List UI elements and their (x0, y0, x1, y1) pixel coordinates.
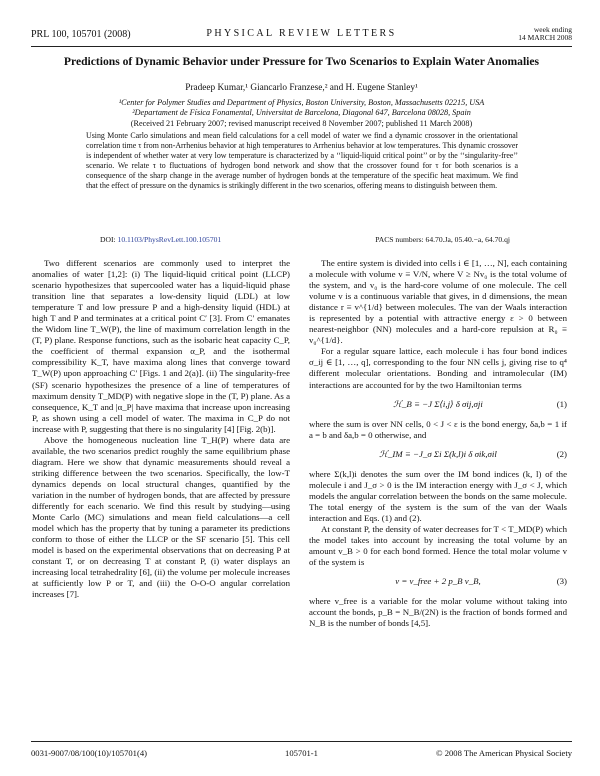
left-column (32, 258, 290, 600)
equation-2 (309, 444, 567, 466)
running-header (31, 26, 572, 42)
paragraph-nucleation: Above the homogeneous nucleation line T_H(P) where data are available, the two scenarios predict roughly the same equilibrium phase diagram. Here we show that dynamic measurements should reveal a striking difference between the two scenarios. Specifically, the low-T dynamics depends on local structural changes, quantified by the variation in the number of hydrogen bonds, that are affected by pressure differently for each scenario. We find this result by studying—using Monte Carlo (MC) simulations and mean field calculations—a cell model which has the property that by tuning a parameter its predictions conform to those of either the LLCP or the SF scenario [5]. This cell model is based on the experimental observations that on decreasing P at constant T, or on decreasing T at constant P, (i) water displays an increasing local tetrahedrality [6], (ii) the volume per molecule increases at sufficiently low P or T, and (iii) the O-O-O angular correlation increases [7]. (32, 434, 290, 600)
footer-copyright: © 2008 The American Physical Society (436, 748, 572, 758)
equation-1 (309, 394, 567, 416)
footer-rule (31, 741, 572, 742)
doi-label-group (100, 235, 221, 244)
right-column (309, 258, 567, 629)
doi-link[interactable]: 10.1103/PhysRevLett.100.105701 (117, 235, 222, 244)
page-footer (31, 748, 572, 760)
author-list: Pradeep Kumar,¹ Giancarlo Franzese,² and H. Eugene Stanley¹ (185, 83, 418, 93)
paragraph-vfree: where v_free is a variable for the molar volume without taking into account the bonds, p_B = N_B/(2N) is the fraction of bonds formed and N_B is the number of bonds [4,5]. (309, 596, 567, 629)
affiliation-1: ¹Center for Polymer Studies and Department of Physics, Boston University, Boston, Massachusetts 02215, USA (118, 98, 485, 107)
journal-name: PHYSICAL REVIEW LETTERS (206, 28, 397, 39)
paragraph-density: At constant P, the density of water decreases for T < T_MD(P) which the model takes into account by increasing the total volume by an amount v_B > 0 for each bond formed. Hence the total molar volume v of the system is (309, 523, 567, 568)
paragraph-cells: The entire system is divided into cells i ∈ [1, …, N], each containing a molecule with volume v ≡ V/N, where V ≥ Nv₀ is the total volume of the system, and v₀ is the hard-core volume of one molecule. The cell volume v is a continuous variable that gives, in d dimensions, the mean distance r ≡ v^{1/d} between molecules. The van der Waals interaction is represented by a potential with attractive energy ε > 0 between nearest-neighbor (NN) molecules and a hard-core repulsion at R₀ ≡ v₀^{1/d}. (309, 258, 567, 346)
issue-date (518, 26, 572, 42)
equation-3-number: (3) (556, 576, 567, 587)
affiliation-2: ²Departament de Física Fonamental, Universitat de Barcelona, Diagonal 647, Barcelona 08028, Spain (132, 108, 471, 117)
abstract: Using Monte Carlo simulations and mean field calculations for a cell model of water we find a dynamic crossover in the orientational correlation time τ from non-Arrhenius behavior at high temperatures to Arrhenius behavior at low temperatures. This dynamic crossover is independent of whether water at very low temperature is characterized by a ‘‘liquid-liquid critical point’’ or by the ‘‘singularity-free’’ scenario. We relate τ to fluctuations of hydrogen bond network and show that the crossover found for τ for both scenarios is a consequence of the sharp change in the average number of hydrogen bonds at the temperature of the specific heat maximum. We find that the effect of pressure on the dynamics is strikingly different in the two scenarios, offering means to distinguish between them. (86, 131, 518, 190)
journal-citation: PRL 100, 105701 (2008) (31, 29, 131, 40)
pacs-numbers: PACS numbers: 64.70.Ja, 05.40.−a, 64.70.qj (375, 235, 510, 244)
equation-2-body: ℋ_IM ≡ −J_σ Σi Σ(k,l)i δ σik,σil (379, 448, 497, 459)
paragraph-im-sum: where Σ(k,l)i denotes the sum over the IM bond indices (k, l) of the molecule i and J_σ > 0 is the IM interaction energy with J_σ < J, which models the angular correlation between the bonds on the same molecule. The total energy of the system is the sum of the van der Waals interaction and Eqs. (1) and (2). (309, 468, 567, 523)
header-rule (31, 46, 572, 47)
equation-3 (309, 571, 567, 593)
footer-page-number: 105701-1 (285, 748, 318, 758)
footer-issn: 0031-9007/08/100(10)/105701(4) (31, 748, 148, 758)
received-dates: (Received 21 February 2007; revised manuscript received 8 November 2007; published 11 March 2008) (130, 119, 473, 128)
equation-1-body: ℋ_B ≡ −J Σ⟨i,j⟩ δ σij,σji (393, 398, 483, 409)
paragraph-bond-sum: where the sum is over NN cells, 0 < J < ε is the bond energy, δa,b = 1 if a = b and δa,b = 0 otherwise, and (309, 418, 567, 440)
doi-label: DOI: (100, 235, 116, 244)
week-ending-label: week ending (533, 25, 572, 34)
paragraph-lattice: For a regular square lattice, each molecule i has four bond indices σ_ij ∈ [1, …, q], corresponding to the four NN cells j, giving rise to q⁴ different molecular orientations. Bonding and intramolecular (IM) interactions are accounted for by the two Hamiltonian terms (309, 346, 567, 390)
paragraph-intro: Two different scenarios are commonly used to interpret the anomalies of water [1,2]: (i) The liquid-liquid critical point (LLCP) scenario hypothesizes that supercooled water has a liquid-liquid phase transition line that separates a low-density liquid (LDL) at low temperature T and low pressure P and a high-density liquid (HDL) at high T and P and terminates at a critical point C′ [3]. From C′ emanates the Widom line T_W(P), the line of maximum correlation length in the (T, P) plane. Response functions, such as the isobaric heat capacity C_P, the coefficient of thermal expansion α_P, and the isothermal compressibility K_T, have maxima along lines that converge toward T_W(P) upon approaching C′ [Figs. 1 and 2(a)]. (ii) The singularity-free (SF) scenario hypothesizes the presence of a line of temperatures of maximum density T_MD(P) with negative slope in the (T, P) plane. As a consequence, K_T and |α_P| have maxima that increase upon increasing P, as shown using a cell model of water. The maxima in C_P do not increase with P, suggesting that there is no singularity [4] [Fig. 2(b)]. (32, 258, 290, 434)
equation-1-number: (1) (556, 398, 567, 409)
equation-2-number: (2) (556, 448, 567, 459)
equation-3-body: v = v_free + 2 p_B v_B, (395, 576, 481, 587)
issue-date-value: 14 MARCH 2008 (518, 33, 572, 42)
paper-title: Predictions of Dynamic Behavior under Pressure for Two Scenarios to Explain Water Anomalies (63, 55, 540, 68)
